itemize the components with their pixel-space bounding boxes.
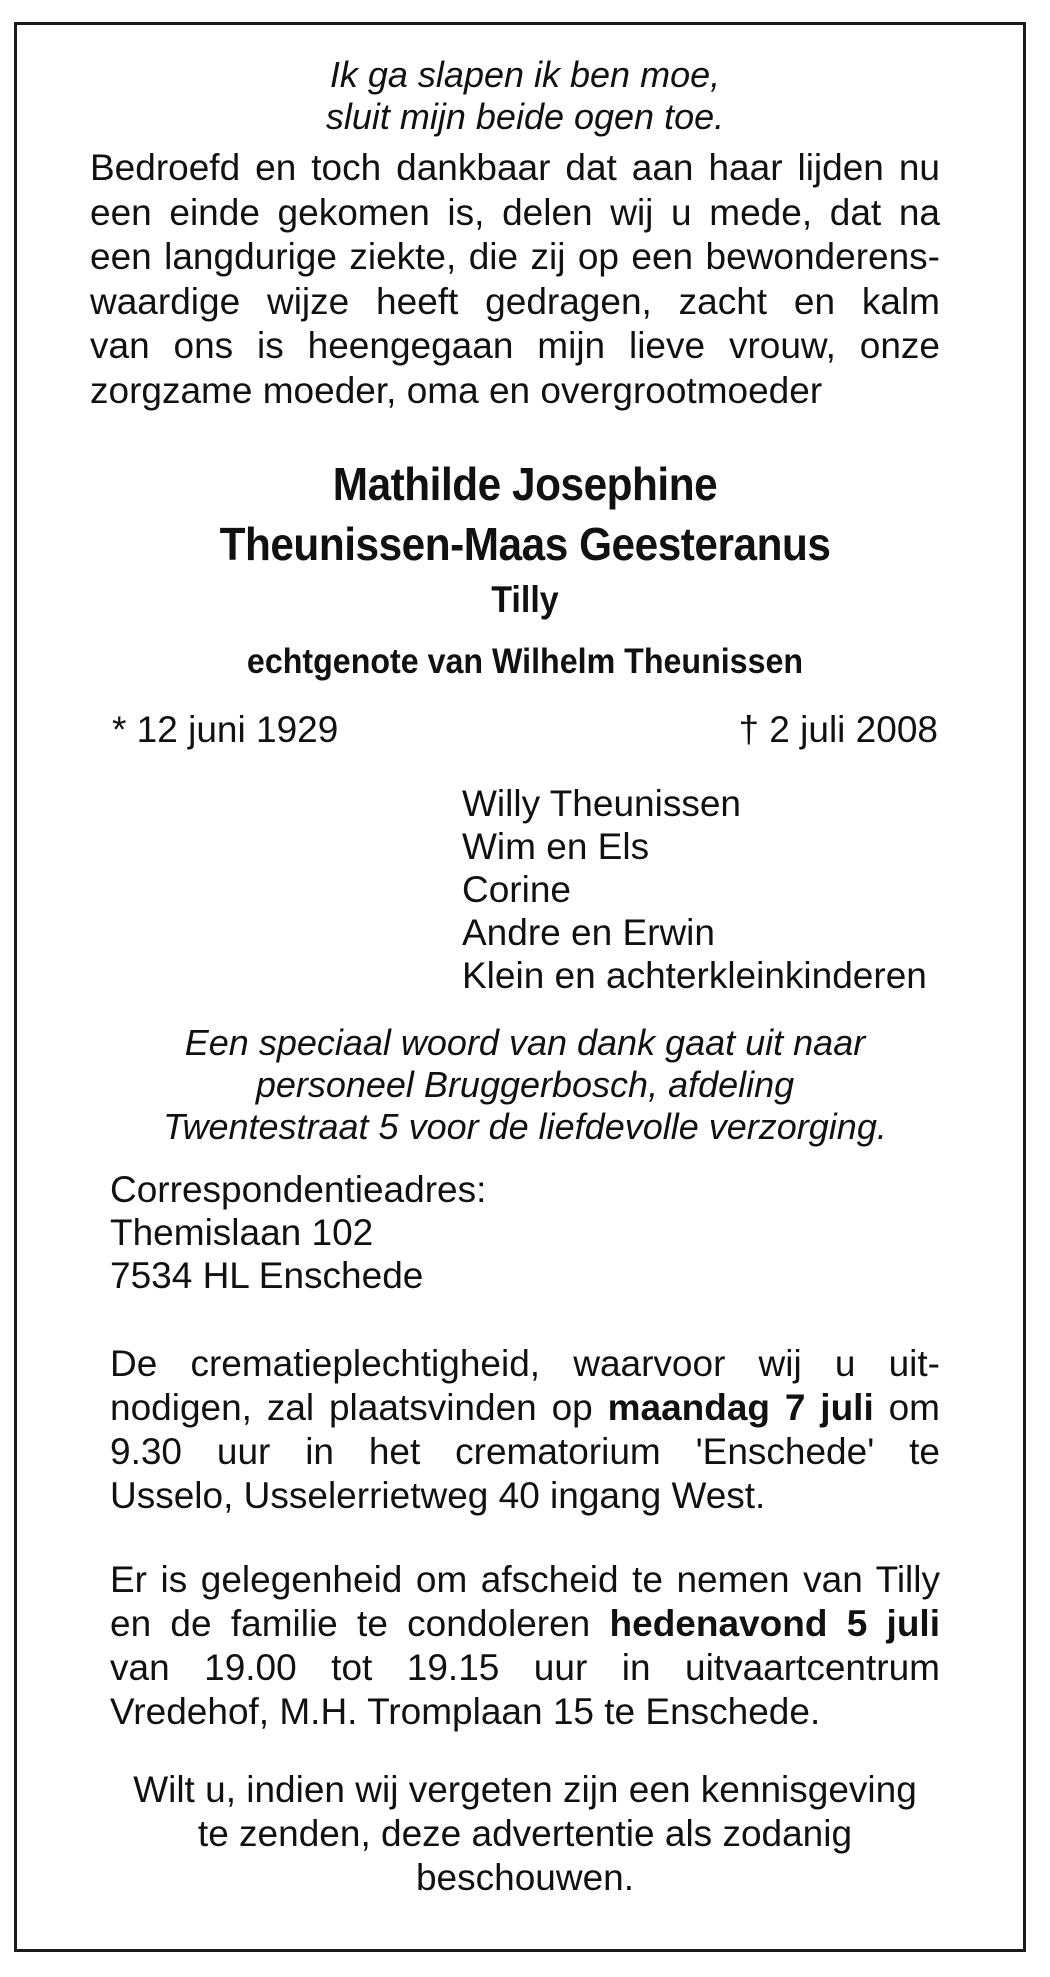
condolence-line-4: Vredehof, M.H. Tromplaan 15 te Enschede. [110, 1691, 821, 1732]
thanks-note [40, 1022, 1010, 1148]
condolence-line-2 [110, 1602, 940, 1646]
deceased-spouse: echtgenote van Wilhelm Theunissen [246, 642, 804, 681]
cremation-paragraph [110, 1342, 940, 1518]
closing-line-3: beschouwen. [415, 1857, 635, 1898]
thanks-line-3: Twentestraat 5 voor de liefdevolle verzorging. [163, 1106, 887, 1147]
condolence-line-3: van 19.00 tot 19.15 uur in uitvaartcentrum [110, 1647, 940, 1688]
deceased-name [40, 456, 1010, 684]
intro-line-2: een einde gekomen is, delen wij u mede, dat na [90, 191, 940, 233]
family-member: Andre en Erwin [462, 912, 715, 953]
cremation-line-2 [110, 1386, 940, 1430]
poem [40, 54, 1010, 138]
intro-line-5: van ons is heengegaan mijn lieve vrouw, onze [90, 325, 940, 366]
cremation-line-3: 9.30 uur in het crematorium 'Enschede' te [110, 1431, 940, 1472]
correspondence-label: Correspondentieadres: [110, 1169, 487, 1210]
birth-date: * 12 juni 1929 [112, 709, 339, 750]
death-date: † 2 juli 2008 [738, 709, 938, 750]
cremation-line-2-end: om [873, 1387, 940, 1428]
deceased-nickname: Tilly [491, 579, 559, 620]
closing-line-1: Wilt u, indien wij vergeten zijn een kennisgeving [133, 1769, 917, 1810]
correspondence-street: Themislaan 102 [110, 1212, 374, 1253]
cremation-line-1: De crematieplechtigheid, waarvoor wij u uit- [110, 1343, 940, 1384]
family-member: Willy Theunissen [462, 783, 741, 824]
poem-line-2: sluit mijn beide ogen toe. [325, 96, 725, 137]
family-list [462, 782, 1002, 997]
cremation-date: maandag 7 juli [607, 1387, 874, 1428]
correspondence-city: 7534 HL Enschede [110, 1255, 424, 1296]
closing-note [40, 1768, 1010, 1900]
deceased-first-names: Mathilde Josephine [332, 458, 718, 510]
family-member: Klein en achterkleinkinderen [462, 955, 927, 996]
family-member: Wim en Els [462, 826, 650, 867]
intro-line-3: een langdurige ziekte, die zij op een bewonderens- [90, 236, 940, 277]
condolence-date: hedenavond 5 juli [609, 1603, 940, 1644]
condolence-line-1: Er is gelegenheid om afscheid te nemen van Tilly [110, 1559, 940, 1600]
condolence-paragraph [110, 1558, 940, 1734]
intro-line-1: Bedroefd en toch dankbaar dat aan haar lijden nu [90, 147, 940, 188]
intro-paragraph [90, 146, 940, 413]
thanks-line-2: personeel Bruggerbosch, afdeling [255, 1064, 795, 1105]
intro-line-4: waardige wijze heeft gedragen, zacht en kalm [90, 280, 940, 322]
cremation-line-2-text: nodigen, zal plaatsvinden op [110, 1387, 608, 1428]
correspondence-address [110, 1168, 710, 1297]
condolence-line-2-text: en de familie te condoleren [110, 1603, 610, 1644]
family-member: Corine [462, 869, 571, 910]
closing-line-2: te zenden, deze advertentie als zodanig [197, 1813, 853, 1854]
poem-line-1: Ik ga slapen ik ben moe, [329, 54, 721, 95]
intro-line-6: zorgzame moeder, oma en overgrootmoeder [90, 369, 823, 411]
thanks-line-1: Een speciaal woord van dank gaat uit naar [184, 1022, 866, 1063]
deceased-surname: Theunissen-Maas Geesteranus [219, 518, 831, 570]
cremation-line-4: Usselo, Usselerrietweg 40 ingang West. [110, 1475, 766, 1516]
